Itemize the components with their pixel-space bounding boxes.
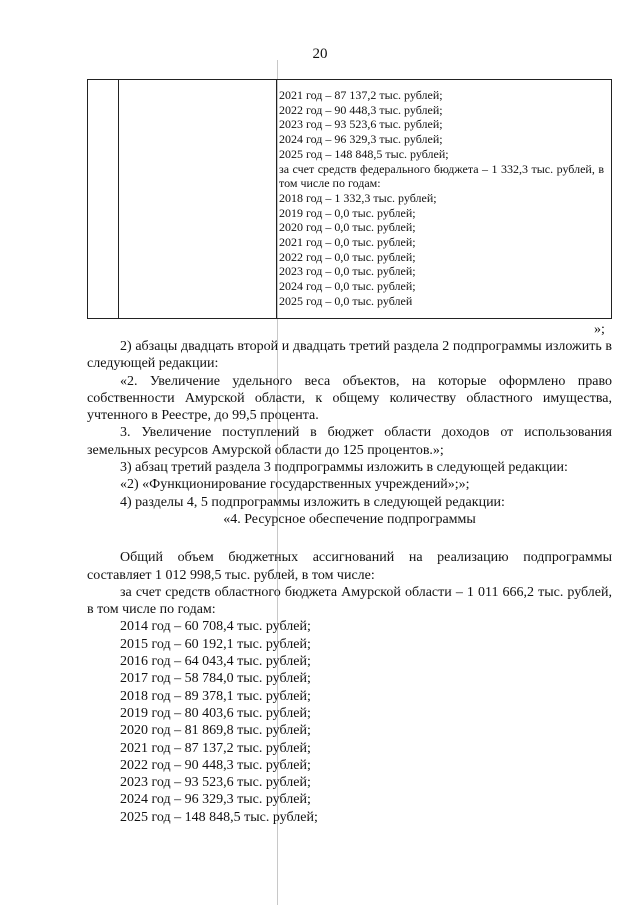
paragraph: 4) разделы 4, 5 подпрограммы изложить в следующей редакции: bbox=[120, 494, 505, 510]
closing-quote: »; bbox=[594, 322, 605, 337]
list-item: 2019 год – 80 403,6 тыс. рублей; bbox=[120, 705, 311, 721]
table-line: 2019 год – 0,0 тыс. рублей; bbox=[279, 205, 416, 220]
paragraph: 3. Увеличение поступлений в бюджет области доходов от использования земельных ресурсов Амурской области до 125 процентов.»; bbox=[87, 425, 612, 458]
federal-budget-line: за счет средств федерального бюджета – 1 332,3 тыс. рублей, в том числе по годам: bbox=[279, 161, 604, 191]
table-line: 2021 год – 0,0 тыс. рублей; bbox=[279, 235, 416, 250]
list-item: 2020 год – 81 869,8 тыс. рублей; bbox=[120, 723, 311, 739]
paragraph: «2) «Функционирование государственных учреждений»;»; bbox=[120, 477, 470, 493]
budget-table bbox=[87, 79, 612, 319]
table-line: 2025 год – 148 848,5 тыс. рублей; bbox=[279, 146, 449, 161]
page-number: 20 bbox=[312, 46, 328, 62]
table-line: 2020 год – 0,0 тыс. рублей; bbox=[279, 220, 416, 235]
table-line: 2025 год – 0,0 тыс. рублей bbox=[279, 293, 413, 308]
paragraph: 3) абзац третий раздела 3 подпрограммы изложить в следующей редакции: bbox=[120, 460, 568, 476]
list-item: 2018 год – 89 378,1 тыс. рублей; bbox=[120, 688, 311, 704]
paragraph: 2) абзацы двадцать второй и двадцать третий раздела 2 подпрограммы изложить в следующей редакции: bbox=[87, 339, 612, 372]
paragraph: за счет средств областного бюджета Амурской области – 1 011 666,2 тыс. рублей, в том числе по годам: bbox=[87, 584, 612, 618]
spacer bbox=[87, 528, 612, 549]
list-item: 2023 год – 93 523,6 тыс. рублей; bbox=[120, 775, 311, 791]
list-item: 2014 год – 60 708,4 тыс. рублей; bbox=[120, 619, 311, 635]
regional-years-list bbox=[120, 618, 612, 826]
table-cell-label bbox=[119, 80, 277, 318]
table-cell-content bbox=[279, 88, 604, 309]
table-line: 2023 год – 93 523,6 тыс. рублей; bbox=[279, 117, 443, 132]
list-item: 2024 год – 96 329,3 тыс. рублей; bbox=[120, 792, 311, 808]
table-line: 2018 год – 1 332,3 тыс. рублей; bbox=[279, 190, 437, 205]
list-item: 2021 год – 87 137,2 тыс. рублей; bbox=[120, 740, 311, 756]
table-cell-number bbox=[88, 80, 119, 318]
paragraph: Общий объем бюджетных ассигнований на реализацию подпрограммы составляет 1 012 998,5 тыс. рублей, в том числе: bbox=[87, 550, 612, 583]
table-line: 2022 год – 0,0 тыс. рублей; bbox=[279, 249, 416, 264]
list-item: 2025 год – 148 848,5 тыс. рублей; bbox=[120, 809, 318, 825]
paragraph: «2. Увеличение удельного веса объектов, на которые оформлено право собственности Амурской области, к общему количеству областного имущества, учтенного в Реестре, до 99,5 процента. bbox=[87, 373, 612, 424]
table-line: 2021 год – 87 137,2 тыс. рублей; bbox=[279, 88, 443, 102]
list-item: 2016 год – 64 043,4 тыс. рублей; bbox=[120, 654, 311, 670]
section-heading: «4. Ресурсное обеспечение подпрограммы bbox=[223, 511, 476, 527]
list-item: 2017 год – 58 784,0 тыс. рублей; bbox=[120, 671, 311, 687]
document-body bbox=[87, 338, 612, 826]
table-line: 2022 год – 90 448,3 тыс. рублей; bbox=[279, 102, 443, 117]
list-item: 2022 год – 90 448,3 тыс. рублей; bbox=[120, 757, 311, 773]
table-line: 2023 год – 0,0 тыс. рублей; bbox=[279, 264, 416, 279]
table-line: 2024 год – 96 329,3 тыс. рублей; bbox=[279, 132, 443, 147]
table-line: 2024 год – 0,0 тыс. рублей; bbox=[279, 279, 416, 294]
list-item: 2015 год – 60 192,1 тыс. рублей; bbox=[120, 636, 311, 652]
